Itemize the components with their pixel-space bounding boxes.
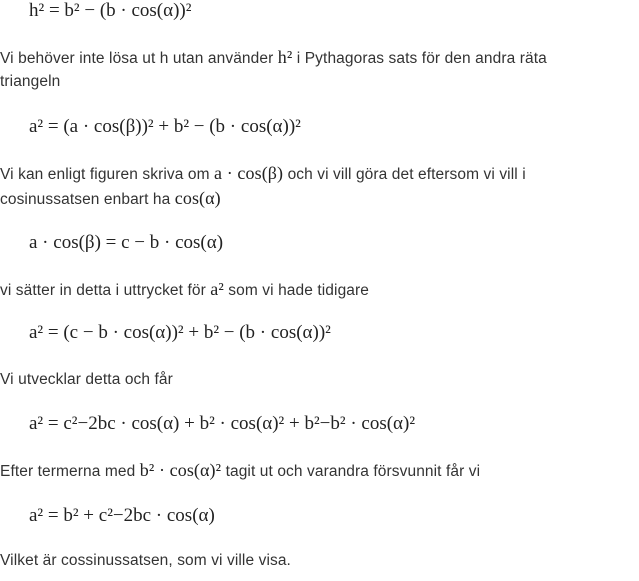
paragraph-substitute bbox=[0, 278, 369, 302]
text-segment: vi sätter in detta i uttrycket för bbox=[0, 282, 206, 299]
inline-math: cos(α) bbox=[174, 188, 221, 208]
inline-math: h² bbox=[277, 47, 293, 67]
text-segment: Vi utvecklar detta och får bbox=[0, 371, 173, 388]
text-segment: cosinussatsen enbart ha bbox=[0, 191, 171, 208]
equation-a-squared-first bbox=[29, 116, 301, 138]
equation-text: a² = (c − b · cos(α))² + b² − (b · cos(α))² bbox=[29, 322, 331, 343]
text-segment: Vi behöver inte lösa ut h utan använder bbox=[0, 50, 274, 67]
equation-h-squared bbox=[29, 0, 191, 22]
paragraph-expand bbox=[0, 369, 173, 391]
paragraph-pythagoras-continued bbox=[0, 71, 60, 93]
text-segment: som vi hade tidigare bbox=[228, 282, 369, 299]
inline-math: a · cos(β) bbox=[214, 163, 284, 183]
text-segment: Vilket är cossinussatsen, som vi ville visa. bbox=[0, 552, 291, 569]
equation-text: a² = b² + c²−2bc · cos(α) bbox=[29, 505, 215, 526]
text-segment: tagit ut och varandra försvunnit får vi bbox=[225, 463, 481, 480]
text-segment: och vi vill göra det eftersom vi vill i bbox=[287, 166, 526, 183]
equation-text: a² = (a · cos(β))² + b² − (b · cos(α))² bbox=[29, 116, 301, 137]
paragraph-pythagoras bbox=[0, 46, 547, 70]
equation-text: h² = b² − (b · cos(α))² bbox=[29, 0, 192, 21]
equation-law-of-cosines bbox=[29, 505, 215, 527]
text-segment: Vi kan enligt figuren skriva om bbox=[0, 166, 210, 183]
equation-text: a · cos(β) = c − b · cos(α) bbox=[29, 232, 224, 253]
equation-substituted bbox=[29, 322, 331, 344]
equation-expanded bbox=[29, 413, 415, 435]
text-segment: Efter termerna med bbox=[0, 463, 136, 480]
equation-text: a² = c²−2bc · cos(α) + b² · cos(α)² + b²−b² · cos(α)² bbox=[29, 413, 416, 434]
inline-math: b² · cos(α)² bbox=[139, 460, 222, 480]
paragraph-conclusion bbox=[0, 550, 291, 572]
text-segment: triangeln bbox=[0, 73, 61, 90]
text-segment: i Pythagoras sats för den andra räta bbox=[296, 50, 547, 67]
paragraph-rewrite bbox=[0, 162, 526, 186]
equation-a-cos-beta bbox=[29, 232, 223, 254]
inline-math: a² bbox=[210, 279, 224, 299]
paragraph-rewrite-continued bbox=[0, 187, 221, 211]
paragraph-cancel bbox=[0, 459, 480, 483]
